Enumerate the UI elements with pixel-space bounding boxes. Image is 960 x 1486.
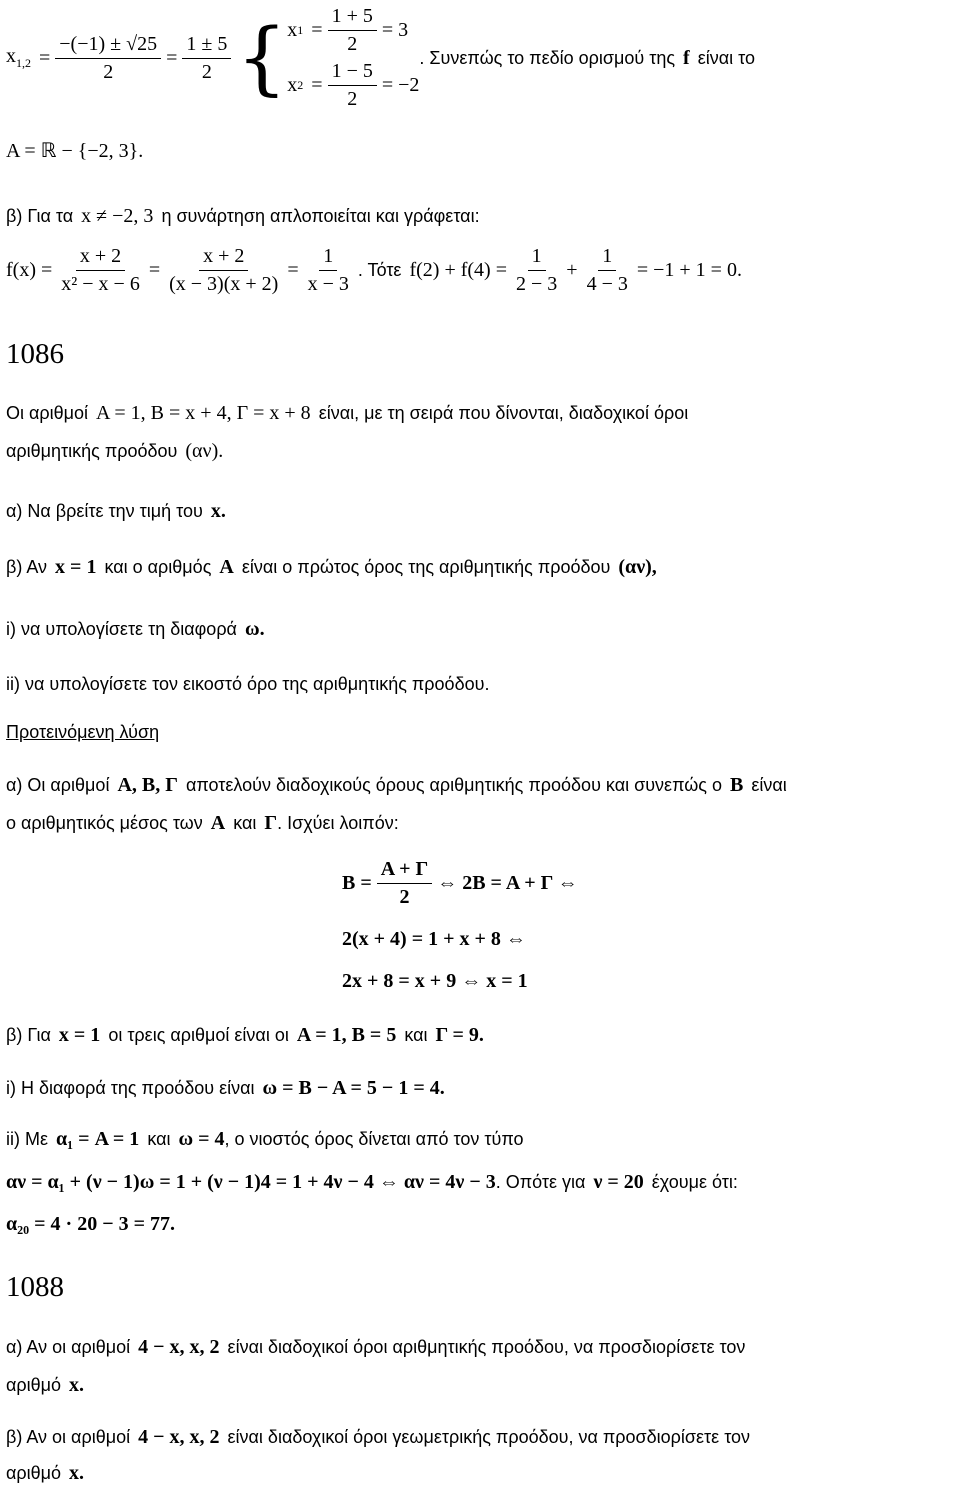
equation-1: B = $\frac{A + \Gamma}{2}$ ⇔ 2B = A + Γ ⇔ — [342, 858, 578, 908]
nth-term-formula: αν = α₁ + (ν − 1)ω = 1 + (ν − 1)4 = 1 + 4ν − 4 ⇔ αν = 4ν − 3 . Οπότε για ν = 20 έχουμε ότι: — [6, 1171, 738, 1193]
p1086-line-2: αριθμητικής προόδου (αν). — [6, 440, 224, 462]
b-intro-line: β) Για τα x ≠ −2, 3 η συνάρτηση απλοποιείται και γράφεται: — [6, 205, 480, 227]
x12-label: $x_{1,2}$ — [6, 45, 31, 70]
f-symbol: f — [683, 46, 690, 69]
p1088-a-line-2: αριθμό x. — [6, 1374, 85, 1396]
equation-2: 2(x + 4) = 1 + x + 8 ⇔ — [342, 928, 526, 950]
domain-text: . Συνεπώς το πεδίο ορισμού της — [419, 47, 676, 68]
p1088-a-line-1: α) Αν οι αριθμοί 4 − x, x, 2 είναι διαδοχικοί όροι αριθμητικής προόδου, να προσδιορίσετε τον — [6, 1336, 746, 1358]
suggested-solution-link[interactable]: Προτεινόμενη λύση — [6, 722, 160, 742]
mean-fraction: $\frac{A + \Gamma}{2}$ — [377, 858, 432, 909]
sum-fraction-2: $\frac{1}{4 - 3}$ — [586, 245, 628, 295]
twentieth-term: α₂₀ = 4 · 20 − 3 = 77. — [6, 1213, 176, 1235]
solution-a-line-2: ο αριθμητικός μέσος των A και Γ . Ισχύει λοιπόν: — [6, 812, 399, 834]
equals: = — [39, 46, 51, 69]
roots-system: x 1 = $\frac{1 + 5}{2}$ = 3 x 2 = $\frac{1 - 5}{2}$ = −2 — [287, 5, 420, 110]
domain-set: A = ℝ − {−2, 3}. — [6, 140, 144, 162]
fx-fraction-3: $\frac{1}{x - 3}$ — [307, 245, 349, 295]
fx-fraction-2: $\frac{x + 2}{(x - 3)(x + 2)}$ — [169, 245, 279, 295]
question-a: α) Να βρείτε την τιμή του x. — [6, 500, 226, 522]
brace: { — [236, 11, 288, 104]
domain-text-end: είναι το — [697, 47, 756, 68]
p1086-line-1: Οι αριθμοί A = 1, B = x + 4, Γ = x + 8 είναι, με τη σειρά που δίνονται, διαδοχικοί όροι — [6, 402, 689, 424]
p1088-b-line-1: β) Αν οι αριθμοί 4 − x, x, 2 είναι διαδοχικοί όροι γεωμετρικής προόδου, να προσδιορίσετε τον — [6, 1426, 751, 1448]
exercise-number-1088: 1088 — [6, 1271, 64, 1303]
fx-line: f(x) = $\frac{x + 2}{\text{x² − x − 6}}$ = $\frac{x + 2}{(x - 3)(x + 2)}$ = $\frac{1}{x - 3}$ . Τότε f(2) + f(4) = $\frac{1}{2 - 3}$ + $\frac{1}{4 - 3}$ = −1 + 1 = 0. — [6, 245, 742, 295]
question-b-i: i) να υπολογίσετε τη διαφορά ω. — [6, 618, 265, 640]
p1088-b-line-2: αριθμό x. — [6, 1462, 85, 1484]
equation-3: 2x + 8 = x + 9 ⇔ x = 1 — [342, 970, 528, 992]
roots-line — [6, 5, 756, 110]
roots-fraction-2: $\frac{1 \pm 5}{2}$ — [182, 33, 231, 84]
solution-a-line-1: α) Οι αριθμοί A, B, Γ αποτελούν διαδοχικούς όρους αριθμητικής προόδου και συνεπώς ο B είναι — [6, 774, 787, 796]
solution-b: β) Για x = 1 οι τρεις αριθμοί είναι οι A = 1, B = 5 και Γ = 9. — [6, 1024, 484, 1046]
fx-fraction-1: $\frac{x + 2}{\text{x² − x − 6}}$ — [61, 245, 140, 295]
solution-b-ii: ii) Με α₁ = A = 1 και ω = 4 , ο νιοστός όρος δίνεται από τον τύπο — [6, 1128, 524, 1150]
root-2-fraction: $\frac{1 - 5}{2}$ — [328, 60, 377, 111]
root-1-fraction: $\frac{1 + 5}{2}$ — [328, 5, 377, 56]
sum-fraction-1: $\frac{1}{2 - 3}$ — [516, 245, 558, 295]
exercise-number-1086: 1086 — [6, 338, 64, 370]
solution-b-i: i) Η διαφορά της προόδου είναι ω = B − A = 5 − 1 = 4. — [6, 1077, 445, 1099]
question-b: β) Αν x = 1 και ο αριθμός A είναι ο πρώτος όρος της αριθμητικής προόδου (αν), — [6, 556, 657, 578]
equals: = — [166, 46, 178, 69]
roots-fraction-1: $\frac{-(-1) \pm √25}{2}$ — [55, 33, 161, 84]
question-b-ii: ii) να υπολογίσετε τον εικοστό όρο της αριθμητικής προόδου. — [6, 674, 490, 694]
